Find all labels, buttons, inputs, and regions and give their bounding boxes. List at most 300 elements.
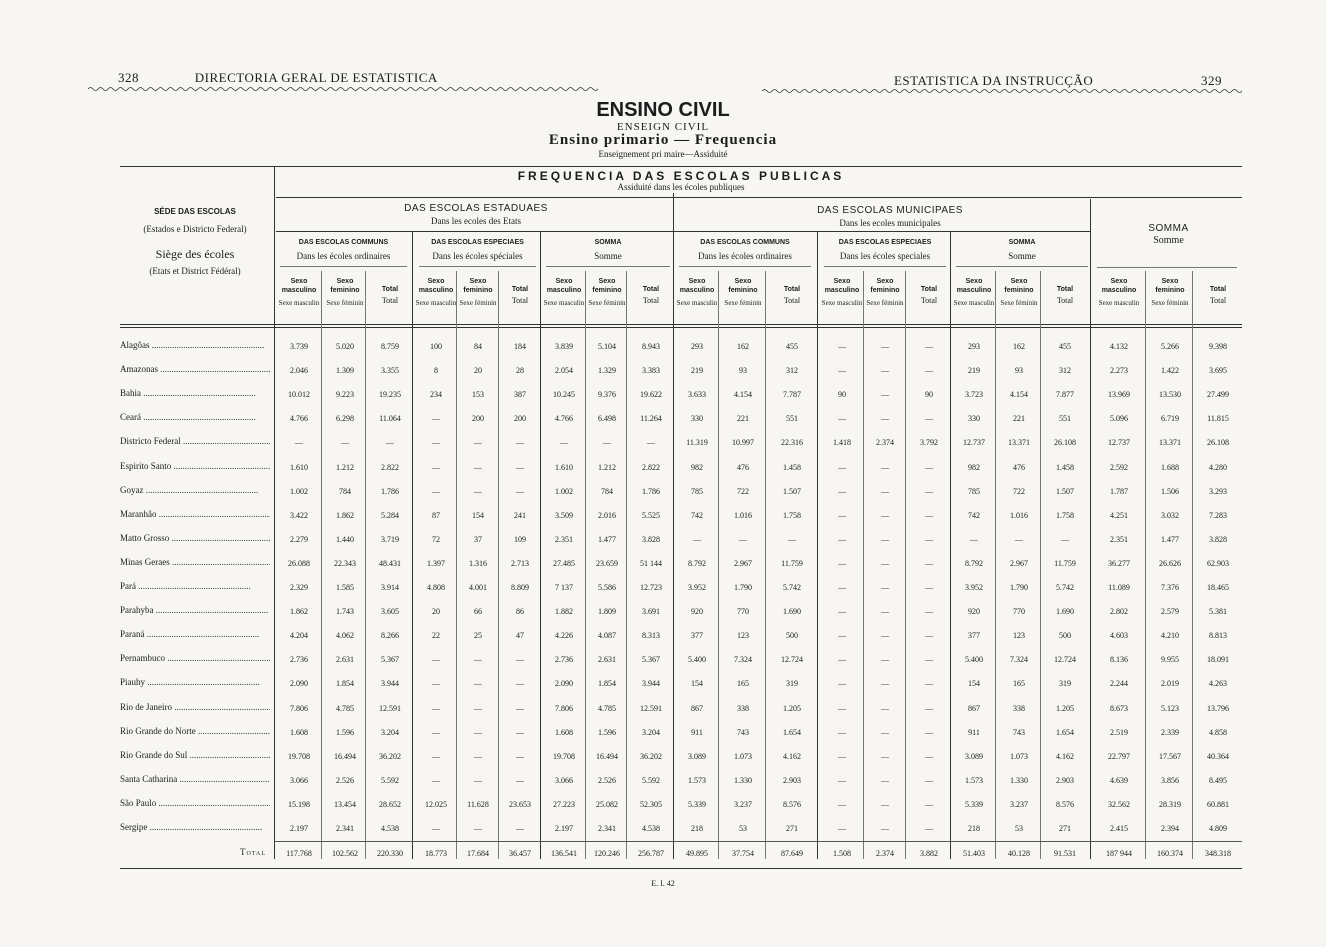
table-cell: —: [516, 655, 524, 665]
table-cell: 1.458: [783, 462, 801, 472]
table-cell: —: [925, 655, 933, 665]
table-cell: 4.204: [290, 631, 308, 641]
table-cell: 3.739: [290, 342, 308, 351]
table-cell: —: [1061, 534, 1069, 544]
table-cell: 1.477: [1161, 534, 1179, 544]
rule: [276, 197, 1242, 198]
col-header-pt: Total: [1209, 286, 1227, 293]
table-cell: 28: [516, 366, 524, 376]
table-cell: 1.790: [734, 583, 752, 592]
table-cell: 1.862: [336, 510, 354, 520]
table-cell: —: [838, 607, 846, 617]
col-header: [628, 285, 674, 305]
col-header-fr: Sexe féminin: [588, 299, 626, 307]
table-cell: —: [516, 824, 524, 833]
table-cell: —: [474, 775, 482, 785]
table-cell: —: [925, 824, 933, 833]
table-cell: 1.573: [965, 775, 983, 785]
table-cell: 867: [691, 703, 703, 713]
table-cell: 26.108: [1207, 438, 1229, 448]
rule: [276, 231, 1091, 232]
group-estaduaes: [276, 203, 676, 227]
left-header-fr-sub: (Etats et District Fédéral): [149, 266, 241, 276]
table-cell: —: [474, 462, 482, 472]
row-label: Amazonas .....: [120, 364, 270, 374]
table-cell: —: [474, 703, 482, 713]
table-cell: 1.573: [688, 775, 706, 785]
table-cell: 1.477: [598, 534, 616, 544]
table-cell: —: [432, 824, 440, 833]
table-cell: 8.943: [642, 342, 660, 351]
table-cell: 1.743: [336, 607, 354, 617]
table-cell: 4.280: [1209, 462, 1227, 472]
table-cell: 2.526: [336, 775, 354, 785]
left-header-pt-sub: (Estados e Districto Federal): [143, 224, 247, 234]
table-cell: 1.330: [1010, 775, 1028, 785]
left-header-fr: Siège des écoles: [155, 247, 235, 261]
table-cell: 1.016: [734, 510, 752, 520]
table-cell: 3.089: [688, 751, 706, 761]
table-cell: 982: [691, 462, 703, 472]
group-municipaes: [680, 205, 1100, 229]
row-label: Parahyba .....: [120, 605, 270, 615]
table-cell: —: [838, 462, 846, 472]
table-cell: 12.591: [379, 703, 401, 713]
table-cell: —: [516, 727, 524, 737]
right-page-number: 329: [1201, 73, 1222, 88]
sub-est-especiaes-pt: DAS ESCOLAS ESPECIAES: [431, 239, 524, 246]
col-header-pt: Total: [642, 286, 660, 293]
table-cell: 1.309: [336, 366, 354, 376]
table-cell: 1.585: [336, 583, 354, 592]
table-cell: 3.952: [688, 583, 706, 592]
table-cell: 1.422: [1161, 366, 1179, 376]
col-header-pt: Total: [1056, 286, 1074, 293]
table-cell: 72: [432, 534, 440, 544]
table-super-header-fr: Assiduité dans les écoles publiques: [617, 182, 745, 192]
table-cell: 9.223: [336, 390, 354, 400]
table-cell: —: [925, 727, 933, 737]
table-cell: 13.371: [1159, 438, 1181, 448]
table-cell: 3.509: [555, 510, 573, 520]
table-cell: 3.719: [381, 534, 399, 544]
table-cell: 2.736: [555, 655, 573, 665]
table-cell: 3.293: [1209, 486, 1227, 496]
group-municipaes-fr: Dans les ecoles municipales: [839, 218, 941, 228]
table-cell: 3.944: [381, 679, 399, 689]
col-header: [1147, 277, 1193, 308]
sub-mun-especiaes-pt: DAS ESCOLAS ESPECIAES: [838, 239, 932, 246]
table-cell: 7.324: [734, 655, 752, 665]
table-cell: —: [925, 414, 933, 424]
col-header: [720, 277, 766, 308]
col-header: [1093, 277, 1145, 308]
col-header-fr: Total: [1209, 296, 1227, 305]
sub-est-communs-fr: Dans les écoles ordinaires: [296, 251, 391, 261]
document-subtitle-fr: Enseignement pri maire—Assiduité: [598, 149, 728, 159]
sub-mun-communs-fr: Dans les écoles ordinaires: [698, 251, 792, 261]
group-municipaes-pt: DAS ESCOLAS MUNICIPAES: [817, 205, 963, 216]
table-cell: —: [881, 534, 889, 544]
table-cell: —: [386, 438, 394, 448]
sub-mun-somma-fr: Somme: [1008, 251, 1036, 261]
col-header-fr: Sexe féminin: [866, 299, 904, 307]
table-cell: 2.016: [598, 510, 616, 520]
rule: [956, 266, 1088, 267]
table-cell: 184: [514, 342, 526, 351]
total-cell: 220.330: [377, 849, 403, 859]
col-header-fr: Total: [783, 296, 801, 305]
group-somma-fr: Somme: [1153, 235, 1184, 246]
table-cell: 5.525: [642, 510, 660, 520]
table-cell: —: [516, 462, 524, 472]
col-header-fr: Sexe masculin: [1098, 299, 1140, 307]
table-cell: 7.787: [783, 390, 801, 400]
table-cell: 722: [737, 486, 749, 496]
total-cell: 160.374: [1157, 849, 1183, 859]
table-cell: 154: [472, 510, 484, 520]
row-label: Paraná .....: [120, 629, 270, 639]
total-cell: 18.773: [425, 849, 447, 859]
left-wavy-rule: [88, 86, 598, 92]
table-cell: 2.351: [555, 534, 573, 544]
table-cell: —: [970, 534, 978, 544]
table-cell: 722: [1013, 486, 1025, 496]
table-cell: 7.806: [555, 703, 573, 713]
table-cell: 13.371: [1008, 438, 1030, 448]
table-cell: 1.506: [1161, 486, 1179, 496]
sub-mun-somma-pt: SOMMA: [1008, 239, 1036, 246]
table-cell: —: [881, 366, 889, 376]
table-cell: —: [474, 438, 482, 448]
table-cell: —: [516, 775, 524, 785]
col-header-fr: Sexe féminin: [1151, 299, 1189, 307]
table-cell: 9.398: [1209, 342, 1227, 351]
table-cell: 319: [786, 679, 798, 689]
table-cell: 3.066: [290, 775, 308, 785]
rule: [679, 266, 811, 267]
table-cell: 22.343: [334, 558, 356, 568]
table-cell: —: [925, 486, 933, 496]
table-cell: —: [881, 703, 889, 713]
table-cell: —: [881, 824, 889, 833]
table-cell: 2.273: [1110, 366, 1128, 376]
table-cell: —: [925, 510, 933, 520]
table-cell: —: [881, 558, 889, 568]
rule: [120, 868, 1242, 869]
col-header: [500, 285, 540, 305]
table-cell: —: [838, 510, 846, 520]
total-cell: 3.882: [920, 849, 938, 859]
table-cell: 87: [432, 510, 440, 520]
table-cell: 9.955: [1161, 655, 1179, 665]
col-header: [458, 277, 498, 308]
table-cell: —: [474, 751, 482, 761]
rule: [120, 324, 1242, 325]
col-header-pt: Total: [511, 286, 529, 293]
table-cell: 23.653: [509, 799, 531, 809]
table-cell: —: [925, 775, 933, 785]
col-header-fr: Sexe masculin: [676, 299, 718, 307]
col-header-pt: Sexo feminino: [1004, 278, 1034, 294]
sub-est-somma-pt: SOMMA: [594, 239, 622, 246]
table-cell: 8.136: [1110, 655, 1128, 665]
table-cell: 10.245: [553, 390, 575, 400]
table-cell: —: [838, 727, 846, 737]
table-cell: 84: [474, 342, 482, 351]
table-cell: 338: [737, 703, 749, 713]
table-cell: 16.494: [334, 751, 356, 761]
table-cell: 2.903: [783, 775, 801, 785]
table-cell: 12.737: [1108, 438, 1130, 448]
table-cell: 1.758: [1056, 510, 1074, 520]
table-cell: 3.952: [965, 583, 983, 592]
table-cell: 4.603: [1110, 631, 1128, 641]
table-cell: 8.576: [1056, 799, 1074, 809]
table-cell: 7.324: [1010, 655, 1028, 665]
table-cell: 11.759: [1054, 558, 1076, 568]
document-title-fr: ENSEIGN CIVIL: [616, 121, 710, 133]
right-wavy-rule: [762, 88, 1242, 94]
table-cell: 19.622: [640, 390, 662, 400]
table-cell: —: [925, 607, 933, 617]
table-cell: 8.792: [688, 558, 706, 568]
sub-mun-especiaes: [820, 237, 950, 262]
column-rule: [905, 271, 906, 859]
col-header-pt: Total: [783, 286, 801, 293]
col-header-pt: Sexo masculino: [418, 278, 454, 294]
table-cell: 5.123: [1161, 703, 1179, 713]
rule: [280, 266, 407, 267]
table-cell: 123: [737, 631, 749, 641]
right-page-header: [894, 73, 1222, 89]
table-cell: 4.538: [381, 824, 399, 833]
table-cell: 293: [691, 342, 703, 351]
col-header: [324, 277, 366, 308]
page-footer: E. I. 42: [651, 879, 675, 888]
table-cell: —: [881, 655, 889, 665]
table-cell: 3.089: [965, 751, 983, 761]
table-cell: 109: [514, 534, 526, 544]
row-label: Matto Grosso .....: [120, 533, 270, 543]
column-rule: [498, 271, 499, 859]
table-cell: —: [516, 703, 524, 713]
table-cell: —: [432, 727, 440, 737]
table-cell: —: [838, 342, 846, 351]
table-cell: 3.633: [688, 390, 706, 400]
table-cell: 4.766: [290, 414, 308, 424]
col-header-fr: Sexe féminin: [459, 299, 497, 307]
table-cell: —: [838, 655, 846, 665]
table-cell: 4.087: [598, 631, 616, 641]
table-cell: 2.713: [511, 558, 529, 568]
table-cell: 2.351: [1110, 534, 1128, 544]
table-cell: 911: [968, 727, 980, 737]
table-cell: 241: [514, 510, 526, 520]
table-cell: 476: [1013, 462, 1025, 472]
table-cell: —: [881, 751, 889, 761]
table-cell: 1.882: [555, 607, 573, 617]
group-estaduaes-fr: Dans les ecoles des Etats: [431, 216, 521, 226]
table-cell: 4.210: [1161, 631, 1179, 641]
table-cell: 11.064: [379, 414, 401, 424]
col-header-pt: Total: [920, 286, 938, 293]
table-cell: 8.495: [1209, 775, 1227, 785]
table-cell: 27.499: [1207, 390, 1229, 400]
table-cell: 784: [339, 486, 351, 496]
table-cell: 8.576: [783, 799, 801, 809]
sub-mun-communs: [675, 237, 815, 262]
table-cell: 13.454: [334, 799, 356, 809]
table-cell: 5.592: [381, 775, 399, 785]
table-cell: 62.903: [1207, 558, 1229, 568]
col-header-fr: Sexe masculin: [415, 299, 457, 307]
sub-mun-somma: [952, 237, 1092, 262]
table-cell: —: [838, 583, 846, 592]
table-cell: 1.854: [336, 679, 354, 689]
table-cell: —: [881, 631, 889, 641]
total-cell: 87.649: [781, 849, 803, 859]
table-cell: 13.969: [1108, 390, 1130, 400]
table-cell: —: [881, 390, 889, 400]
row-label: Goyaz .....: [120, 485, 270, 495]
table-cell: 219: [968, 366, 980, 376]
table-cell: 90: [925, 390, 933, 400]
table-cell: 920: [968, 607, 980, 617]
table-cell: 2.631: [598, 655, 616, 665]
table-cell: 551: [1059, 414, 1071, 424]
total-cell: 117.768: [286, 849, 312, 859]
table-cell: 22.797: [1108, 751, 1130, 761]
table-cell: 26.088: [288, 558, 310, 568]
table-cell: 12.737: [963, 438, 985, 448]
table-cell: —: [838, 679, 846, 689]
table-cell: 785: [691, 486, 703, 496]
table-cell: 123: [1013, 631, 1025, 641]
table-cell: —: [739, 534, 747, 544]
table-cell: 1.397: [427, 558, 445, 568]
col-header: [997, 277, 1041, 308]
table-cell: 18.465: [1207, 583, 1229, 592]
table-cell: —: [838, 486, 846, 496]
table-cell: 2.519: [1110, 727, 1128, 737]
table-cell: 2.090: [290, 679, 308, 689]
table-cell: 8.266: [381, 631, 399, 641]
table-cell: —: [925, 366, 933, 376]
table-cell: 26.108: [1054, 438, 1076, 448]
table-cell: —: [925, 558, 933, 568]
table-cell: 3.856: [1161, 775, 1179, 785]
table-cell: 2.329: [290, 583, 308, 592]
table-cell: 500: [1059, 631, 1071, 641]
table-cell: 3.792: [920, 438, 938, 448]
table-cell: 162: [1013, 342, 1025, 351]
table-cell: —: [881, 342, 889, 351]
table-cell: 5.020: [336, 342, 354, 351]
table-cell: 11.089: [1108, 583, 1130, 592]
col-header-fr: Sexe masculin: [543, 299, 585, 307]
col-header-fr: Sexe masculin: [278, 299, 320, 307]
table-cell: 387: [514, 390, 526, 400]
table-cell: —: [881, 727, 889, 737]
table-cell: 234: [430, 390, 442, 400]
table-cell: 3.066: [555, 775, 573, 785]
col-header: [907, 285, 951, 305]
row-label: Sergipe .....: [120, 822, 270, 832]
table-cell: 2.279: [290, 534, 308, 544]
table-cell: 4.809: [1209, 824, 1227, 833]
left-header-pt: SÉDE DAS ESCOLAS: [154, 207, 236, 216]
row-label: Pará .....: [120, 581, 270, 591]
table-cell: —: [432, 679, 440, 689]
table-cell: 11.319: [686, 438, 708, 448]
table-cell: —: [881, 510, 889, 520]
total-cell: 136.541: [551, 849, 577, 859]
table-cell: 10.012: [288, 390, 310, 400]
table-cell: 2.415: [1110, 824, 1128, 833]
table-cell: 4.785: [598, 703, 616, 713]
table-cell: 18.091: [1207, 655, 1229, 665]
table-cell: —: [474, 486, 482, 496]
table-cell: 7.877: [1056, 390, 1074, 400]
table-cell: 742: [691, 510, 703, 520]
table-cell: 743: [737, 727, 749, 737]
table-cell: 1.596: [336, 727, 354, 737]
document-title: ENSINO CIVIL: [596, 99, 730, 121]
table-cell: 1.786: [642, 486, 660, 496]
table-top-rule: [120, 166, 1242, 167]
table-cell: 4.766: [555, 414, 573, 424]
col-header-fr: Total: [511, 296, 529, 305]
table-cell: —: [838, 558, 846, 568]
table-cell: 3.383: [642, 366, 660, 376]
table-cell: 20: [474, 366, 482, 376]
table-cell: 5.266: [1161, 342, 1179, 351]
table-cell: 19.708: [288, 751, 310, 761]
group-estaduaes-pt: DAS ESCOLAS ESTADUAES: [404, 203, 548, 214]
table-cell: 221: [737, 414, 749, 424]
table-cell: 1.329: [598, 366, 616, 376]
table-cell: 1.854: [598, 679, 616, 689]
table-cell: 784: [601, 486, 613, 496]
table-cell: 51 144: [640, 558, 662, 568]
table-cell: 5.367: [642, 655, 660, 665]
table-cell: 28.319: [1159, 799, 1181, 809]
row-label: Pernambuco .....: [120, 653, 270, 663]
table-cell: 1.212: [336, 462, 354, 472]
col-header-fr: Total: [642, 296, 660, 305]
col-header-pt: Sexo feminino: [1155, 278, 1185, 294]
sub-est-somma-fr: Somme: [594, 251, 622, 261]
table-cell: —: [838, 799, 846, 809]
table-cell: —: [881, 607, 889, 617]
table-cell: 218: [691, 824, 703, 833]
table-cell: —: [432, 703, 440, 713]
table-cell: 5.586: [598, 583, 616, 592]
total-cell: 120.246: [594, 849, 620, 859]
table-cell: 2.197: [555, 824, 573, 833]
table-cell: 1.690: [783, 607, 801, 617]
table-cell: 4.162: [1056, 751, 1074, 761]
table-cell: 2.967: [1010, 558, 1028, 568]
table-cell: 8.313: [642, 631, 660, 641]
col-header-fr: Total: [1056, 296, 1074, 305]
table-cell: 20: [432, 607, 440, 617]
table-cell: 11.264: [640, 414, 662, 424]
table-cell: 5.104: [598, 342, 616, 351]
table-cell: 1.330: [734, 775, 752, 785]
col-header: [1194, 285, 1242, 305]
